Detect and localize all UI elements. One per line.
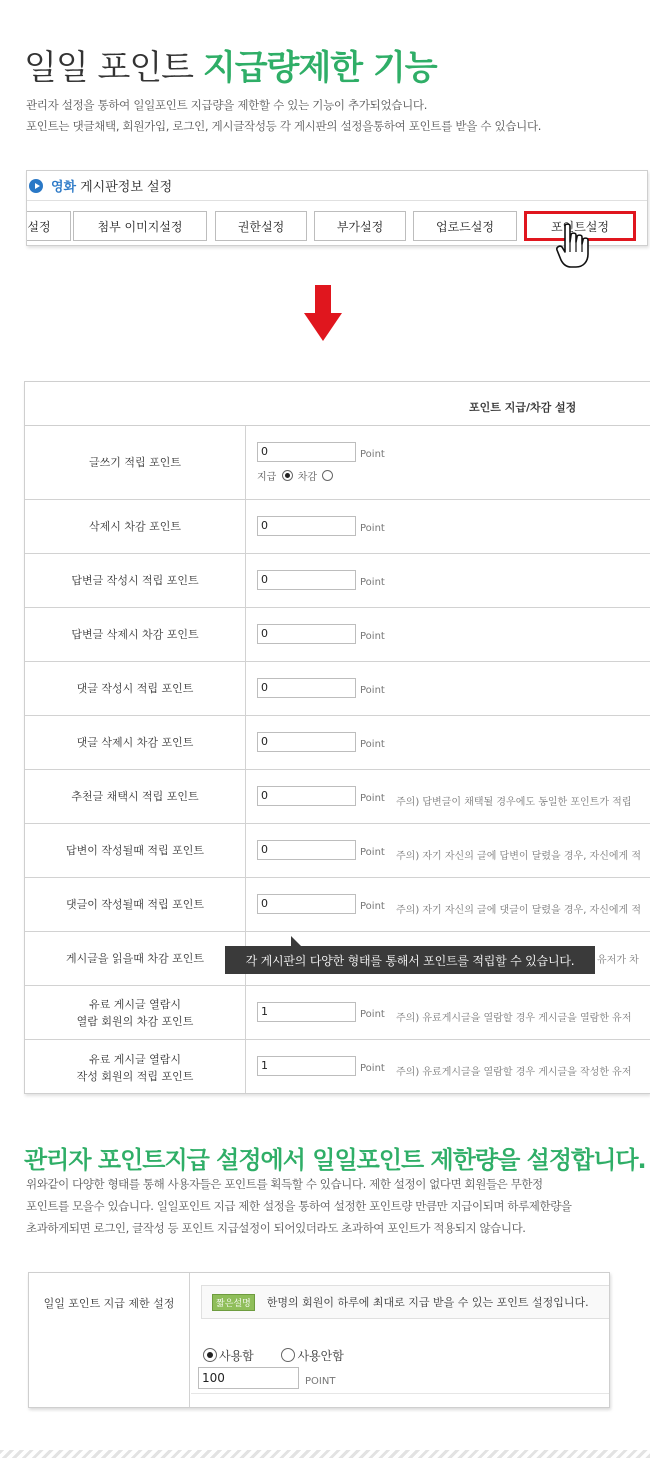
board-settings-title: 게시판정보 설정 [80,180,173,195]
table-header [25,382,650,426]
row-label: 답변글 삭제시 차감 포인트 [25,608,246,661]
row-note: 주의) 답변글이 채택될 경우에도 동일한 포인트가 적립 [396,797,632,808]
row-label: 추천글 채택시 적립 포인트 [25,770,246,823]
tooltip: 각 게시판의 다양한 형태를 통해서 포인트를 적립할 수 있습니다. [225,946,595,974]
down-arrow-icon [304,285,342,341]
table-row [25,1040,650,1094]
daily-limit-unit: POINT [305,1376,336,1387]
row-label: 삭제시 차감 포인트 [25,500,246,553]
row-label: 유료 게시글 열람시 열람 회원의 차감 포인트 [25,986,246,1039]
table-row [25,426,650,500]
table-row [25,662,650,716]
table-row [25,554,650,608]
section-desc-line-1: 위와같이 다양한 형태를 통해 사용자들은 포인트를 획득할 수 있습니다. 제한 설정이 없다면 회원들은 무한정 [26,1177,543,1191]
point-input[interactable]: 0 [257,678,356,698]
daily-limit-help [201,1285,610,1319]
give-deduct-radio-group [257,468,335,483]
section-desc-line-3: 초과하게되면 로그인, 글작성 등 포인트 지급설정이 되어있더라도 초과하여 포인트가 적용되지 않습니다. [26,1221,526,1235]
intro-line-1: 관리자 설정을 통하여 일일포인트 지급량을 제한할 수 있는 기능이 추가되었습니다. [26,98,428,112]
radio-use-label: 사용함 [219,1349,254,1363]
board-settings-header [27,171,647,201]
tab-upload-settings[interactable]: 업로드설정 [413,211,517,241]
row-note: 유저가 차 [597,955,639,966]
row-note: 주의) 자기 자신의 글에 답변이 달렸을 경우, 자신에게 적 [396,851,642,862]
point-input[interactable]: 0 [257,840,356,860]
table-row [25,716,650,770]
point-input[interactable]: 1 [257,1056,356,1076]
short-desc-badge: 짧은설명 [212,1294,255,1311]
point-input[interactable]: 0 [257,570,356,590]
point-unit: Point [360,739,385,750]
daily-limit-help-text: 한명의 회원이 하루에 최대로 지급 받을 수 있는 포인트 설정입니다. [266,1296,589,1309]
row-label: 댓글 삭제시 차감 포인트 [25,716,246,769]
point-input[interactable]: 0 [257,786,356,806]
row-note: 주의) 유료게시글을 열람할 경우 게시글을 작성한 유저 [396,1067,632,1078]
point-unit: Point [360,577,385,588]
row-label: 글쓰기 적립 포인트 [25,426,246,499]
point-unit: Point [360,685,385,696]
bottom-dashed-divider [0,1450,650,1458]
hand-pointer-icon [556,222,592,270]
point-unit: Point [360,631,385,642]
row-note: 주의) 자기 자신의 글에 댓글이 달렸을 경우, 자신에게 적 [396,905,642,916]
radio-give-label: 지급 [257,472,277,483]
daily-limit-panel [28,1272,610,1408]
intro-line-2: 포인트는 댓글채택, 회원가입, 로그인, 게시글작성등 각 게시판의 설정을통하여 포인트를 받을 수 있습니다. [26,119,542,133]
table-row [25,608,650,662]
divider [191,1393,610,1394]
daily-limit-input[interactable]: 100 [198,1367,299,1389]
board-name[interactable]: 영화 [51,180,77,195]
page-title [24,40,437,89]
daily-limit-label: 일일 포인트 지급 제한 설정 [29,1273,190,1407]
point-unit: Point [360,523,385,534]
point-unit: Point [360,847,385,858]
tab-additional-settings[interactable]: 부가설정 [314,211,406,241]
table-header-title: 포인트 지급/차감 설정 [469,401,577,414]
title-plain: 일일 포인트 [24,48,203,88]
point-unit: Point [360,901,385,912]
use-radio-group [201,1347,344,1364]
section-title: 관리자 포인트지급 설정에서 일일포인트 제한량을 설정합니다. [24,1146,646,1174]
row-label: 댓글이 작성될때 적립 포인트 [25,878,246,931]
row-label: 댓글 작성시 적립 포인트 [25,662,246,715]
point-input[interactable]: 0 [257,894,356,914]
point-input[interactable]: 1 [257,1002,356,1022]
point-unit: Point [360,793,385,804]
point-input[interactable]: 0 [257,516,356,536]
tab-point-settings[interactable]: 포인트설정 [524,211,636,241]
radio-give[interactable] [282,470,293,481]
table-row [25,770,650,824]
row-label: 게시글을 읽을때 차감 포인트 [25,932,246,985]
play-circle-icon [29,179,43,193]
radio-deduct[interactable] [322,470,333,481]
table-row [25,824,650,878]
table-row [25,500,650,554]
point-input[interactable]: 0 [257,442,356,462]
row-note: 주의) 유료게시글을 열람할 경우 게시글을 열람한 유저 [396,1013,632,1024]
board-settings-panel [26,170,648,246]
point-input[interactable]: 0 [257,732,356,752]
point-unit: Point [360,1009,385,1020]
radio-no-use-label: 사용안함 [297,1349,344,1363]
row-label: 답변글 작성시 적립 포인트 [25,554,246,607]
tab-settings[interactable]: 설정 [26,211,71,241]
row-label: 답변이 작성될때 적립 포인트 [25,824,246,877]
tab-permission-settings[interactable]: 권한설정 [215,211,307,241]
point-unit: Point [360,449,385,460]
radio-no-use[interactable] [281,1348,295,1362]
table-row [25,878,650,932]
point-input[interactable]: 0 [257,624,356,644]
radio-deduct-label: 차감 [297,472,318,483]
point-unit: Point [360,1063,385,1074]
point-settings-table [24,381,650,1094]
section-desc-line-2: 포인트를 모을수 있습니다. 일일포인트 지급 제한 설정을 통하여 설정한 포인트량 만큼만 지급이되며 하루제한량을 [26,1199,572,1213]
title-accent: 지급량제한 기능 [202,48,437,88]
row-label: 유료 게시글 열람시 작성 회원의 적립 포인트 [25,1040,246,1094]
radio-use[interactable] [203,1348,217,1362]
table-row [25,986,650,1040]
tab-attach-image-settings[interactable]: 첨부 이미지설정 [73,211,207,241]
